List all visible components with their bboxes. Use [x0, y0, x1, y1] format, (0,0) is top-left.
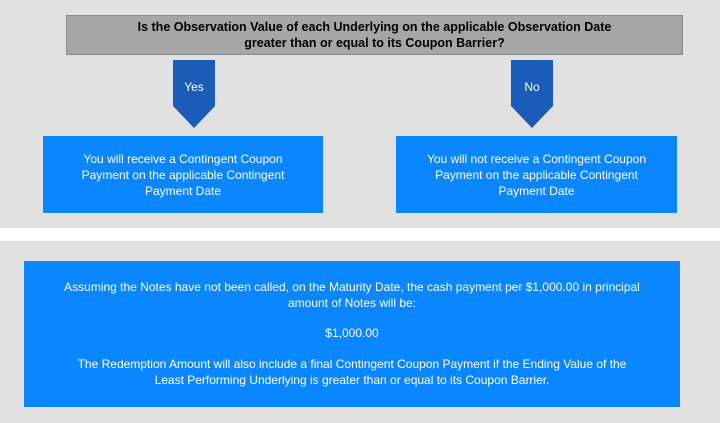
question-box	[66, 15, 683, 55]
no-outcome-line-2: Payment on the applicable Contingent	[435, 167, 638, 182]
yes-arrow-shape	[173, 60, 215, 128]
no-label: No	[524, 80, 540, 94]
no-arrow	[511, 60, 553, 128]
no-outcome-box	[396, 136, 677, 213]
yes-outcome-box	[43, 136, 323, 213]
yes-arrow	[173, 60, 215, 128]
yes-outcome-line-2: Payment on the applicable Contingent	[81, 167, 285, 182]
maturity-amount: $1,000.00	[325, 326, 379, 340]
maturity-note-line-2: Least Performing Underlying is greater than or equal to its Coupon Barrier.	[154, 373, 550, 387]
question-line-1: Is the Observation Value of each Underlying on the applicable Observation Date	[137, 20, 612, 34]
yes-label: Yes	[184, 80, 204, 94]
no-outcome-line-1: You will not receive a Contingent Coupon	[426, 151, 647, 166]
question-line-2: greater than or equal to its Coupon Barrier?	[244, 36, 505, 50]
yes-outcome-line-1: You will receive a Contingent Coupon	[83, 151, 283, 166]
maturity-intro-line-2: amount of Notes will be:	[287, 296, 417, 310]
no-arrow-shape	[511, 60, 553, 128]
no-outcome-line-3: Payment Date	[498, 183, 575, 198]
maturity-box	[24, 261, 680, 407]
maturity-intro-line-1: Assuming the Notes have not been called, on the Maturity Date, the cash payment per $1,000.00 in principal	[64, 280, 640, 294]
maturity-note-line-1: The Redemption Amount will also include a final Contingent Coupon Payment if the Ending Value of the	[77, 357, 627, 371]
yes-outcome-line-3: Payment Date	[144, 183, 222, 198]
